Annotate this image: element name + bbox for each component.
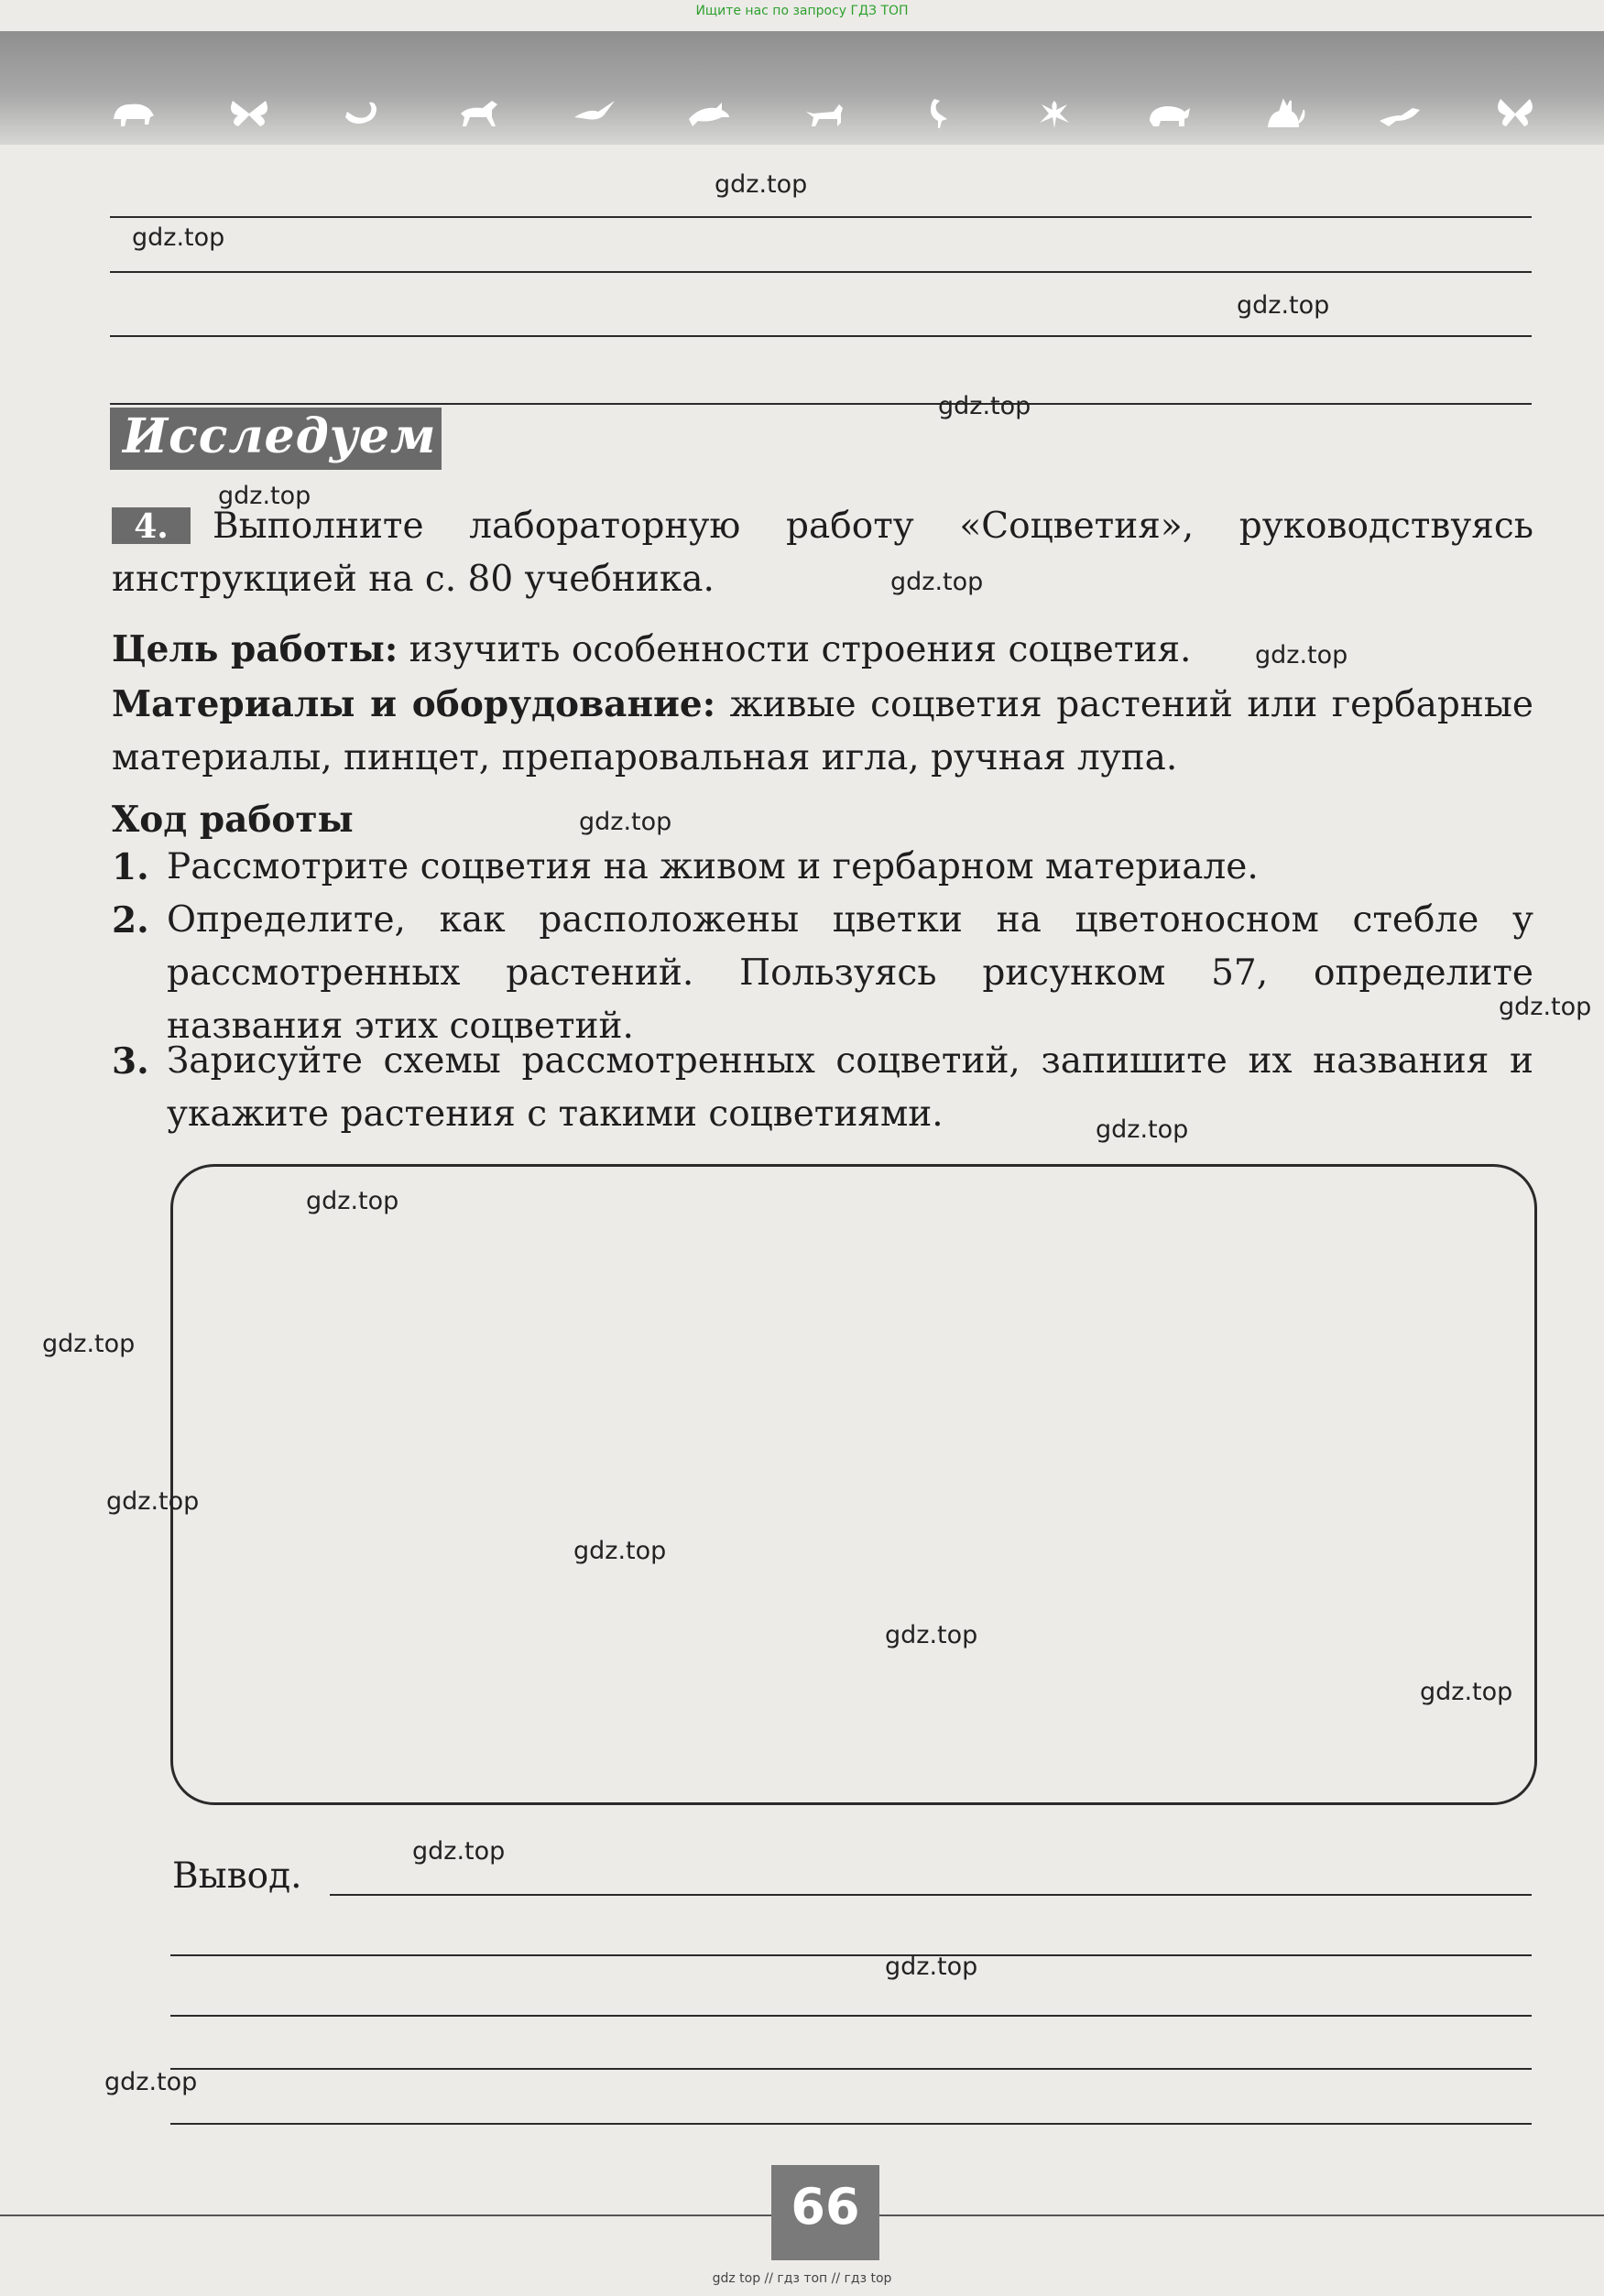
answer-line[interactable] xyxy=(110,335,1532,337)
answer-line[interactable] xyxy=(170,2123,1532,2125)
watermark: gdz.top xyxy=(1420,1678,1513,1706)
heron-icon xyxy=(916,95,964,132)
dolphin-icon xyxy=(685,95,733,132)
goal-text: изучить особенности строения соцветия. xyxy=(398,629,1192,670)
watermark: gdz.top xyxy=(715,170,808,199)
watermark: gdz.top xyxy=(1255,641,1348,669)
step-text: Рассмотрите соцветия на живом и гербарном материале. xyxy=(167,846,1259,887)
watermark: gdz.top xyxy=(106,1487,200,1516)
wolf-icon xyxy=(801,95,848,132)
watermark: gdz.top xyxy=(42,1330,136,1358)
watermark: gdz.top xyxy=(579,808,672,836)
procedure-heading: Ход работы xyxy=(112,799,354,841)
butterfly-icon-2 xyxy=(1491,95,1539,132)
watermark: gdz.top xyxy=(890,568,984,596)
task-number-badge: 4. xyxy=(112,507,191,544)
watermark: gdz.top xyxy=(132,223,225,252)
step-number: 3. xyxy=(112,1040,149,1083)
answer-line[interactable] xyxy=(330,1894,1532,1896)
butterfly-icon xyxy=(225,95,273,132)
materials-text: живые соцветия растений или гербарные материалы, пинцет, препаровальная игла, ручная лупа. xyxy=(112,684,1533,778)
insect-icon xyxy=(1031,95,1078,132)
bison-icon xyxy=(110,95,158,132)
watermark: gdz.top xyxy=(1096,1115,1189,1144)
watermark: gdz.top xyxy=(573,1537,667,1565)
animal-silhouettes xyxy=(110,92,1539,136)
answer-line[interactable] xyxy=(110,271,1532,273)
watermark: gdz.top xyxy=(885,1621,978,1649)
top-note: Ищите нас по запросу ГДЗ ТОП xyxy=(695,4,909,18)
step-number: 1. xyxy=(112,846,149,888)
materials-label: Материалы и оборудование: xyxy=(112,683,716,725)
watermark: gdz.top xyxy=(306,1187,399,1215)
watermark: gdz.top xyxy=(885,1953,978,1981)
goal-label: Цель работы: xyxy=(112,628,398,670)
answer-line[interactable] xyxy=(170,2068,1532,2070)
page-number: 66 xyxy=(791,2178,860,2236)
watermark: gdz.top xyxy=(938,392,1031,420)
drawing-area[interactable] xyxy=(170,1164,1537,1805)
conclusion-label: Вывод. xyxy=(172,1855,302,1897)
answer-line[interactable] xyxy=(170,1954,1532,1956)
watermark: gdz.top xyxy=(1237,291,1330,320)
bird-icon xyxy=(571,95,618,132)
answer-line[interactable] xyxy=(110,216,1532,218)
answer-line[interactable] xyxy=(170,2015,1532,2017)
answer-line[interactable] xyxy=(110,403,1532,405)
watermark: gdz.top xyxy=(412,1837,506,1866)
rhino-icon xyxy=(1146,95,1194,132)
watermark: gdz.top xyxy=(218,482,311,510)
procedure-step xyxy=(112,894,1533,1053)
step-text: Определите, как расположены цветки на цветоносном стебле у рассмотренных растений. Пользуясь рисунком 57, определите названия этих соцветий. xyxy=(167,899,1533,1047)
lizard-icon xyxy=(1376,95,1424,132)
scorpion-icon xyxy=(340,95,387,132)
task-intro: Выполните лабораторную работу «Соцветия», руководствуясь инструкцией на с. 80 учебника. xyxy=(112,506,1533,600)
watermark: gdz.top xyxy=(104,2068,198,2096)
materials-paragraph xyxy=(112,678,1533,785)
horse-icon xyxy=(455,95,503,132)
procedure-step xyxy=(112,841,1533,894)
step-text: Зарисуйте схемы рассмотренных соцветий, запишите их названия и укажите растения с такими соцветиями. xyxy=(167,1040,1533,1135)
cat-icon xyxy=(1261,95,1309,132)
watermark: gdz.top xyxy=(1499,993,1592,1021)
step-number: 2. xyxy=(112,899,149,941)
section-title: Исследуем xyxy=(123,408,437,464)
footer-text: gdz top // гдз топ // гдз top xyxy=(712,2271,892,2286)
procedure-step xyxy=(112,1035,1533,1141)
